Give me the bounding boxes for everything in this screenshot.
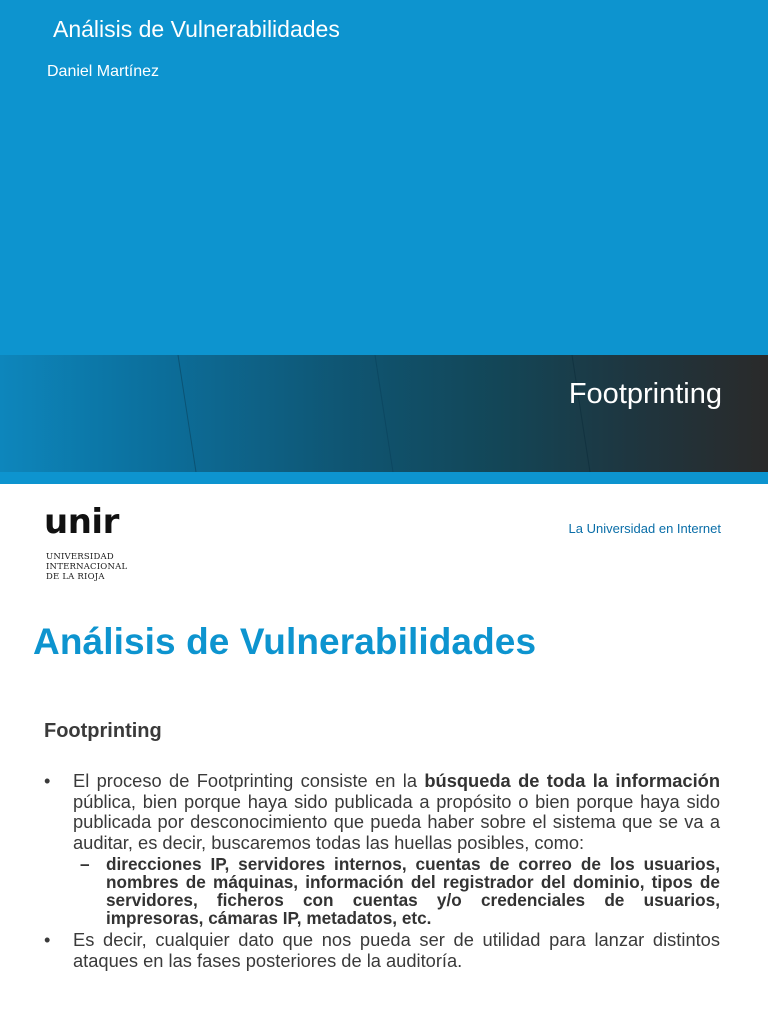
- bullet-icon: •: [44, 770, 51, 791]
- bullet-emphasis: búsqueda de toda la información: [424, 770, 720, 791]
- slide-title: Análisis de Vulnerabilidades: [33, 621, 537, 662]
- title-slide-bottom-strip: [0, 472, 768, 484]
- band-title: Footprinting: [568, 378, 722, 410]
- sub-bullet-item: [73, 855, 720, 927]
- logo-subtitle-line: INTERNACIONAL: [46, 562, 128, 572]
- bullet-text: Es decir, cualquier dato que nos pueda ser de utilidad para lanzar distintos ataques en las fases posteriores de la auditoría.: [73, 929, 720, 971]
- bullet-item: [44, 930, 720, 971]
- content-slide: [0, 484, 768, 1024]
- title-slide: [0, 0, 768, 484]
- unir-logo-subtitle: [46, 552, 127, 582]
- tagline: La Universidad en Internet: [568, 521, 721, 536]
- bullet-text: pública, bien porque haya sido publicada a propósito o bien porque haya sido publicada por desconocimiento que pueda haber sobre el sistema que se va a auditar, es decir, buscaremos todas las huellas posibles, como:: [73, 790, 720, 853]
- sub-bullet-text: direcciones IP, servidores internos, cuentas de correo de los usuarios, nombres de máquinas, información del registrador del dominio, tipos de servidores, ficheros con cuentas y/o credenciales de usuarios, impresoras, cámaras IP, metadatos, etc.: [106, 854, 720, 928]
- bullet-text: El proceso de Footprinting consiste en la: [73, 770, 425, 791]
- bullet-item: [44, 771, 720, 853]
- bullet-icon: •: [44, 929, 51, 950]
- band-decoration-lines: [0, 355, 768, 472]
- unir-wordmark-icon: [44, 503, 144, 541]
- logo-subtitle-line: UNIVERSIDAD: [46, 552, 114, 562]
- logo-subtitle-line: DE LA RIOJA: [46, 572, 105, 582]
- title-slide-band: [0, 355, 768, 472]
- title-slide-heading: Análisis de Vulnerabilidades: [53, 16, 340, 42]
- svg-text:unir: unir: [44, 503, 119, 541]
- bullet-list: [44, 771, 720, 971]
- dash-icon: –: [80, 854, 90, 874]
- section-heading: Footprinting: [44, 720, 162, 742]
- title-slide-author: Daniel Martínez: [47, 63, 160, 80]
